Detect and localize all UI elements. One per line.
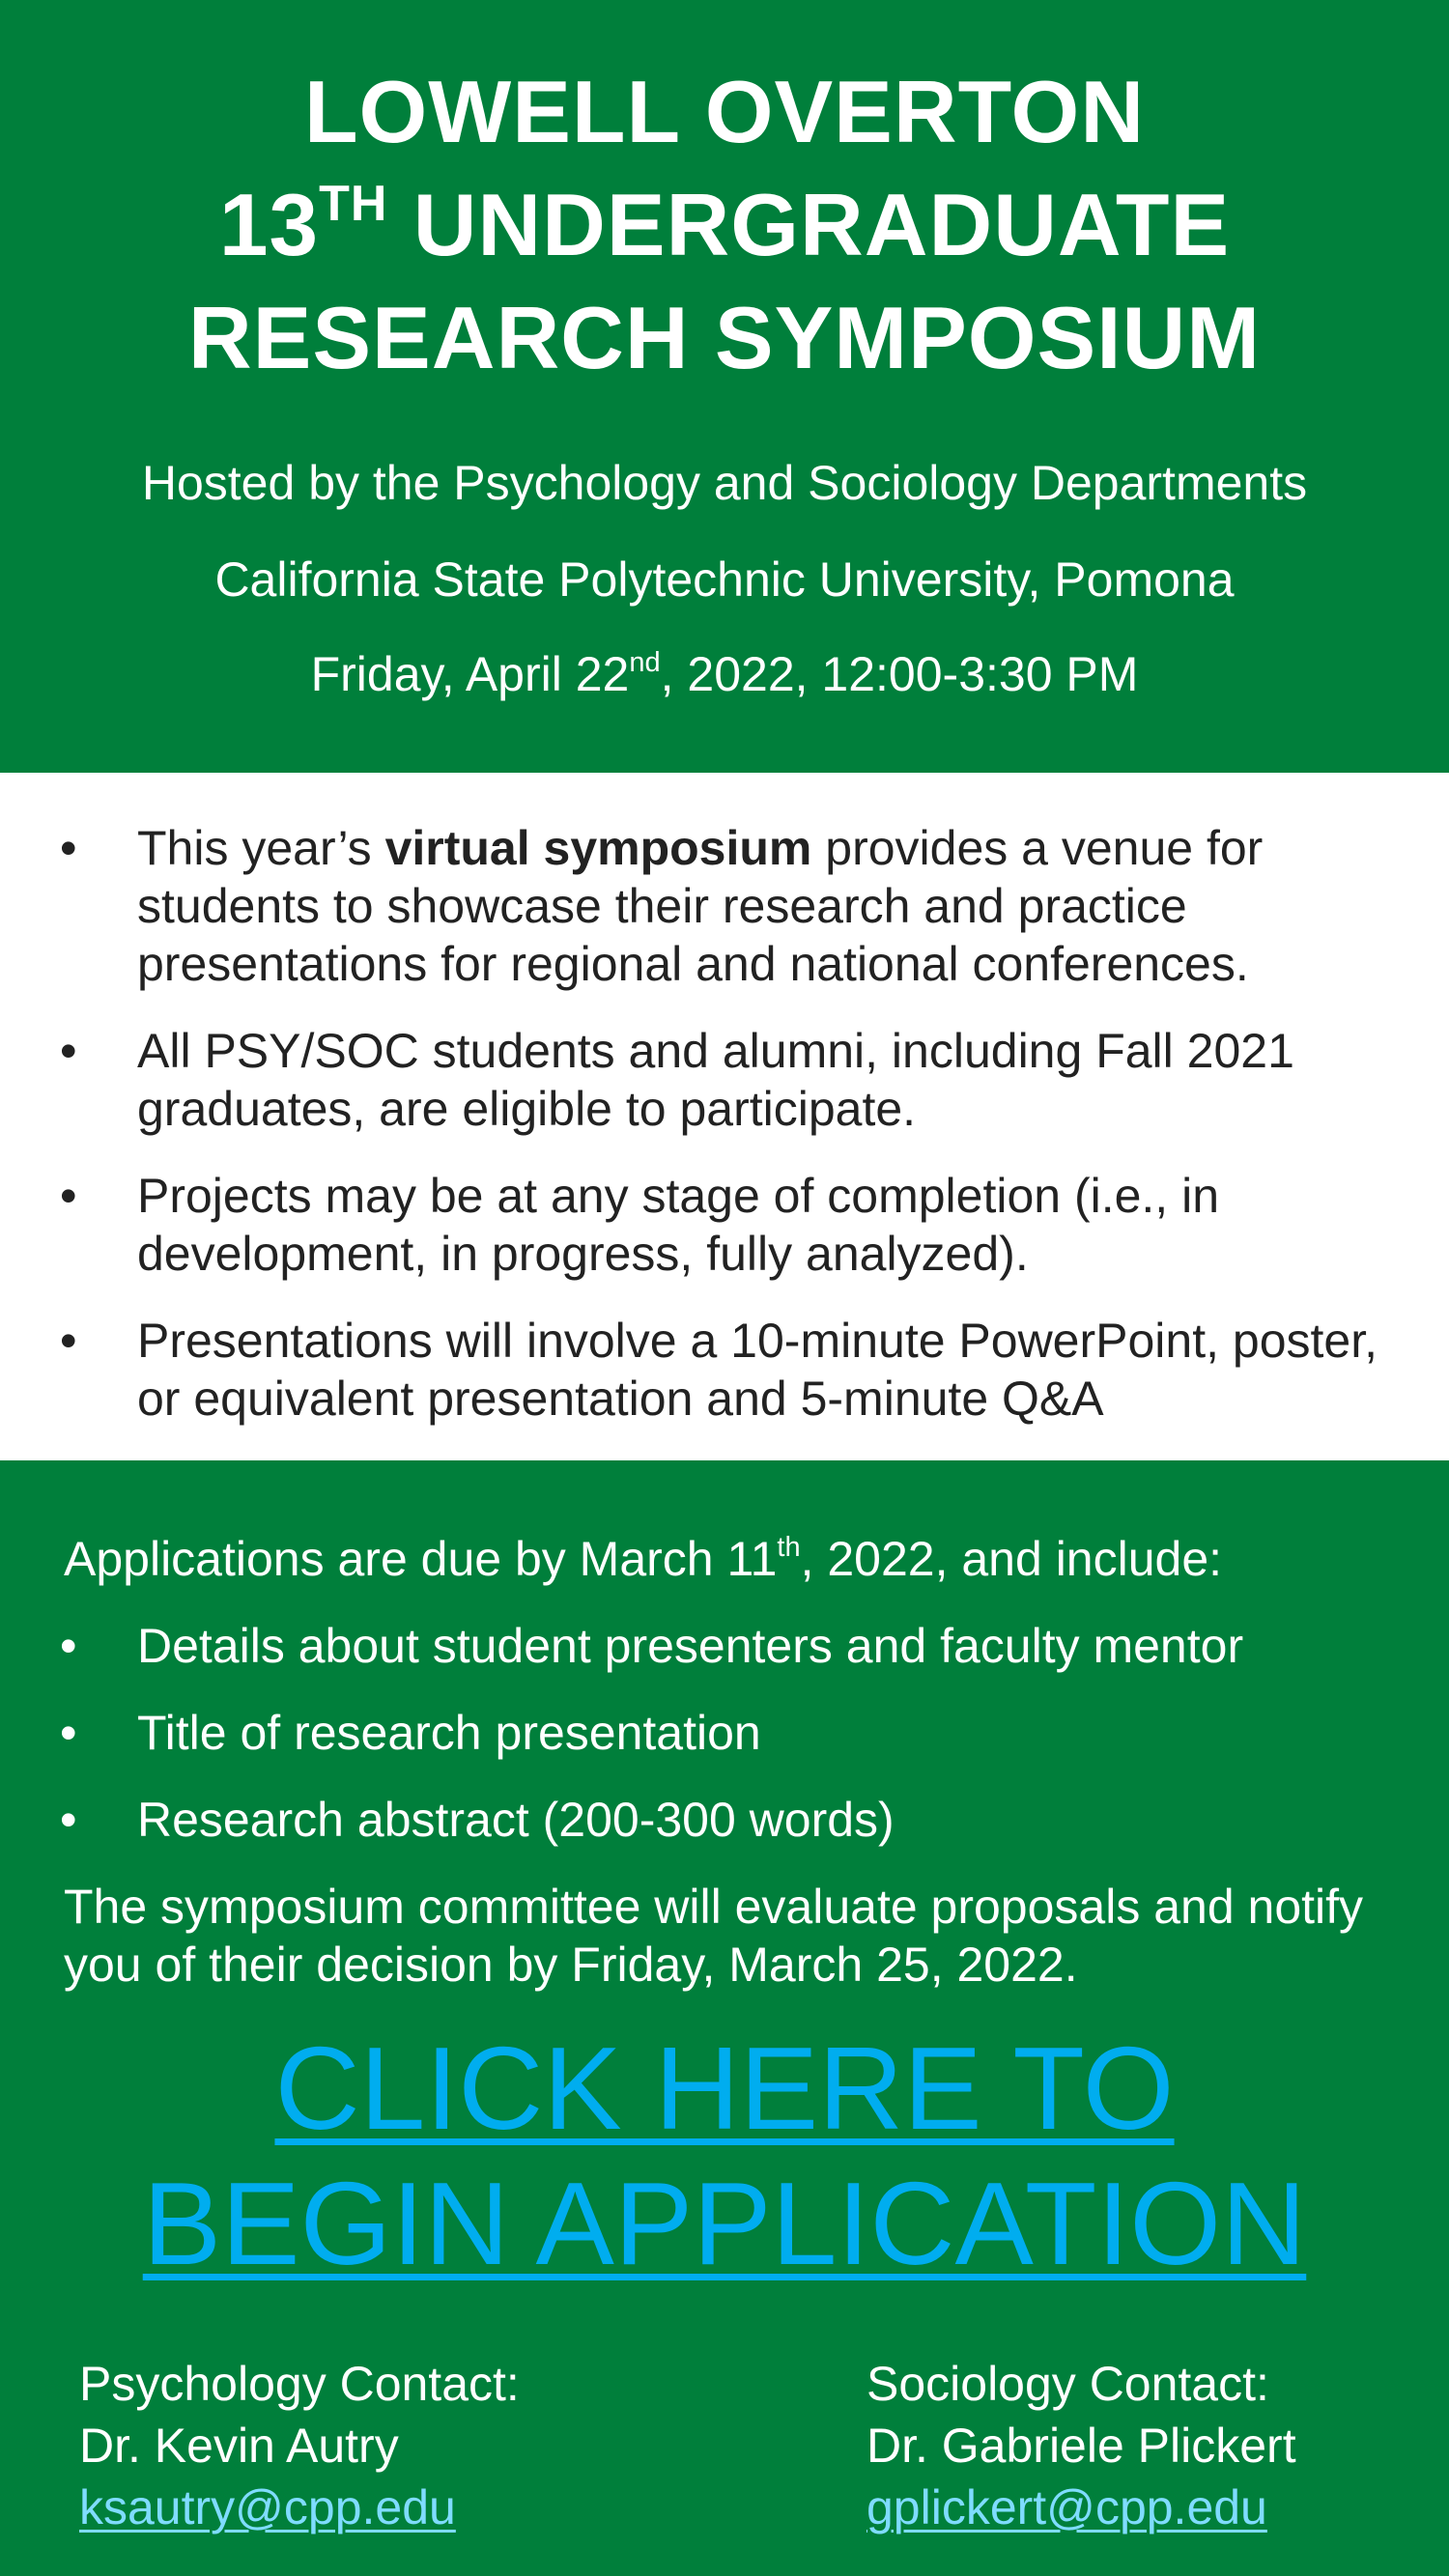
bullet-glyph: • xyxy=(60,1024,77,1078)
university-text: California State Polytechnic University, Pomona xyxy=(214,552,1235,607)
list-item-text: Title of research presentation xyxy=(137,1706,761,1760)
applications-intro-suffix: th xyxy=(777,1532,801,1563)
virtual-symposium-emphasis: virtual symposium xyxy=(384,821,812,875)
sociology-email-link[interactable]: gplickert@cpp.edu xyxy=(867,2480,1267,2534)
title-line-3: RESEARCH SYMPOSIUM xyxy=(187,290,1262,387)
decision-notice: The symposium committee will evaluate proposals and notify you of their decision by Friday, March 25, 2022. xyxy=(64,1880,1364,1992)
details-section xyxy=(0,773,1449,1460)
bullet-glyph: • xyxy=(60,1619,77,1673)
list-item-text-part: provides a venue for students to showcase their research and practice presentations for regional and national conferences. xyxy=(137,821,1264,991)
bullet-glyph: • xyxy=(60,1706,77,1760)
title-line-1: LOWELL OVERTON xyxy=(303,64,1146,161)
title-line-2-text: UNDERGRADUATE xyxy=(387,177,1231,274)
sociology-contact-label: Sociology Contact: xyxy=(867,2357,1269,2411)
applications-section xyxy=(0,1460,1449,2576)
hosted-by-text: Hosted by the Psychology and Sociology Departments xyxy=(141,456,1308,510)
event-date-time: , 2022, 12:00-3:30 PM xyxy=(660,647,1139,701)
header-section xyxy=(0,0,1449,773)
list-item-text xyxy=(137,819,1412,993)
edition-suffix: TH xyxy=(319,176,388,232)
event-date xyxy=(0,645,1449,703)
cta-line-1[interactable]: CLICK HERE TO xyxy=(274,2023,1175,2154)
list-item-text: All PSY/SOC students and alumni, including Fall 2021 graduates, are eligible to participate. xyxy=(137,1024,1294,1136)
bullet-glyph: • xyxy=(60,1314,77,1368)
list-item-text: Presentations will involve a 10-minute PowerPoint, poster, or equivalent presentation and 5-minute Q&A xyxy=(137,1314,1378,1426)
event-date-suffix: nd xyxy=(629,647,661,678)
psychology-contact-label: Psychology Contact: xyxy=(79,2357,520,2411)
edition-number: 13 xyxy=(218,177,320,274)
list-item-text: Details about student presenters and faculty mentor xyxy=(137,1619,1244,1673)
begin-application-link[interactable] xyxy=(0,2021,1449,2291)
bullet-glyph: • xyxy=(60,1793,77,1847)
bullet-glyph: • xyxy=(60,1169,77,1223)
psychology-contact-name: Dr. Kevin Autry xyxy=(79,2419,399,2473)
sociology-contact-name: Dr. Gabriele Plickert xyxy=(867,2419,1296,2473)
list-item-text-part: This year’s xyxy=(137,821,385,875)
bullet-glyph: • xyxy=(60,821,77,875)
psychology-email-link[interactable]: ksautry@cpp.edu xyxy=(79,2480,456,2534)
event-title xyxy=(0,56,1449,395)
event-date-main: Friday, April 22 xyxy=(310,647,630,701)
psychology-contact xyxy=(79,2353,520,2538)
applications-intro xyxy=(64,1530,1416,1588)
sociology-contact xyxy=(867,2353,1296,2538)
list-item-text: Projects may be at any stage of completion (i.e., in development, in progress, fully analyzed). xyxy=(137,1169,1219,1281)
list-item-text: Research abstract (200-300 words) xyxy=(137,1793,895,1847)
cta-line-2[interactable]: BEGIN APPLICATION xyxy=(142,2158,1307,2289)
applications-intro-text: Applications are due by March 11 xyxy=(64,1532,778,1586)
applications-intro-text: , 2022, and include: xyxy=(800,1532,1223,1586)
title-line-2 xyxy=(0,169,1449,282)
